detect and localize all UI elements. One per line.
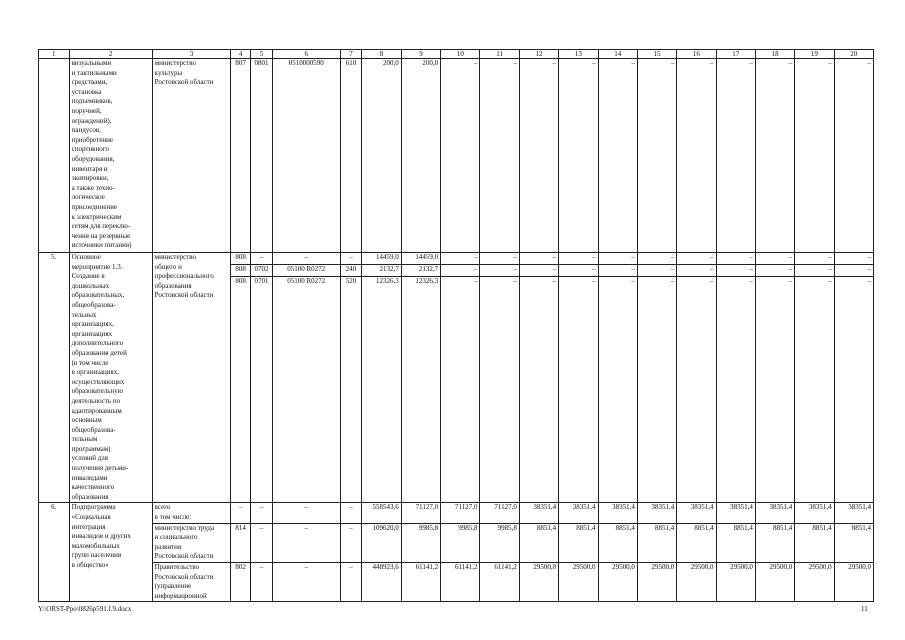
table-cell: – (755, 59, 794, 253)
column-number: 9 (401, 50, 440, 59)
table-cell: 29500,0 (519, 563, 558, 602)
executor-name: министерство труда и социального развития Ростовской области (152, 523, 231, 562)
table-cell: – (716, 277, 755, 503)
table-cell: – (441, 265, 480, 277)
table-cell: 29500,0 (637, 563, 676, 602)
table-cell: 8851,4 (834, 523, 873, 562)
table-cell: – (251, 523, 273, 562)
table-cell: – (755, 253, 794, 265)
table-cell: – (677, 277, 716, 503)
column-number: 13 (559, 50, 598, 59)
table-row (39, 563, 874, 602)
table-cell: 802 (231, 563, 251, 602)
table-cell: 38351,4 (716, 503, 755, 523)
table-cell: 0510000590 (272, 59, 340, 253)
table-cell: 808 (231, 265, 251, 277)
table-cell: – (637, 265, 676, 277)
table-cell: – (795, 265, 834, 277)
table-row (39, 503, 874, 523)
table-cell: 808 (231, 277, 251, 503)
table-cell: – (559, 253, 598, 265)
table-cell: 8851,4 (637, 523, 676, 562)
table-cell: – (480, 277, 519, 503)
table-cell: – (716, 59, 755, 253)
table-cell: – (519, 253, 558, 265)
table-cell: – (598, 277, 637, 503)
column-number-row (39, 50, 874, 59)
table-row (39, 523, 874, 562)
table-cell: 0702 (251, 265, 273, 277)
table-cell: – (795, 253, 834, 265)
table-cell: 61141,2 (441, 563, 480, 602)
column-number: 3 (152, 50, 231, 59)
table-cell: 0801 (251, 59, 273, 253)
budget-table (38, 49, 874, 602)
table-cell: 29500,0 (716, 563, 755, 602)
table-cell: 38351,4 (637, 503, 676, 523)
measure-name: Основное мероприятие 1.3. Создание в дошкольных образовательных, общеобразова- тельных организациях, организациях дополнительного образования детей (в том числе в организациях, осуществляющих образовательную деятельность по адаптированным основным общеобразова- тельным программам) условий для получения детьми- инвалидами качественного образования (69, 253, 152, 503)
table-cell: – (480, 59, 519, 253)
table-cell: – (441, 277, 480, 503)
table-cell: 38351,4 (598, 503, 637, 523)
table-cell: – (231, 503, 251, 523)
table-cell: – (677, 253, 716, 265)
executor-name: министерство общего и профессионального образования Ростовской области (152, 253, 231, 503)
table-cell: 2132,7 (362, 265, 401, 277)
table-cell: – (716, 253, 755, 265)
table-cell: 8851,4 (559, 523, 598, 562)
table-cell: – (677, 59, 716, 253)
table-cell: 29500,0 (559, 563, 598, 602)
table-cell: 9985,8 (401, 523, 440, 562)
table-cell: 8851,4 (598, 523, 637, 562)
table-cell: 71127,0 (480, 503, 519, 523)
table-cell: – (755, 277, 794, 503)
table-cell: – (559, 277, 598, 503)
table-cell: – (480, 265, 519, 277)
table-cell: – (598, 265, 637, 277)
table-cell: – (755, 265, 794, 277)
table-cell: 38351,4 (519, 503, 558, 523)
footer-page-number: 11 (861, 605, 868, 613)
table-cell: – (559, 59, 598, 253)
table-cell: – (834, 253, 873, 265)
table-cell: – (251, 253, 273, 265)
table-cell: 109620,0 (362, 523, 401, 562)
table-cell: 38351,4 (755, 503, 794, 523)
table-cell: – (637, 253, 676, 265)
executor-name: министерство культуры Ростовской области (152, 59, 231, 253)
table-cell: 61141,2 (480, 563, 519, 602)
column-number: 2 (69, 50, 152, 59)
table-cell: – (598, 253, 637, 265)
table-cell: 808 (231, 253, 251, 265)
table-cell: 05100 R0272 (272, 265, 340, 277)
column-number: 15 (637, 50, 676, 59)
table-cell: – (834, 277, 873, 503)
measure-name: визуальными и тактильными средствами, установка подъемников, поручней, ограждений), пандусов, приобретение спортивного оборудования, инвентаря и экипировки, а также техно- логическое присоединение к электрическим сетям для переклю- чения на резервные источники питания) (69, 59, 152, 253)
table-cell: 200,0 (362, 59, 401, 253)
table-cell: 29500,0 (677, 563, 716, 602)
table-cell: 29500,0 (755, 563, 794, 602)
table-cell: – (834, 59, 873, 253)
table-cell: 520 (340, 277, 362, 503)
table-cell: – (441, 59, 480, 253)
column-number: 16 (677, 50, 716, 59)
row-number (39, 59, 70, 253)
table-cell: – (272, 253, 340, 265)
table-cell: 9985,8 (441, 523, 480, 562)
table-cell: – (340, 253, 362, 265)
table-cell: 807 (231, 59, 251, 253)
table-cell: – (559, 265, 598, 277)
row-number: 5. (39, 253, 70, 503)
document-sheet (38, 49, 874, 602)
column-number: 17 (716, 50, 755, 59)
executor-name: всего в том числе: (152, 503, 231, 523)
executor-name: Правительство Ростовской области (управление информационной (152, 563, 231, 602)
column-number: 20 (834, 50, 873, 59)
table-cell: – (716, 265, 755, 277)
footer-file-path: Y:\ORST-Ppo\0826p591.f.9.docx (38, 605, 132, 613)
table-cell: 38351,4 (834, 503, 873, 523)
table-cell: 448923,6 (362, 563, 401, 602)
table-cell: 12326,3 (362, 277, 401, 503)
table-cell: 38351,4 (677, 503, 716, 523)
table-cell: 0701 (251, 277, 273, 503)
table-cell: – (272, 503, 340, 523)
table-cell: 8851,4 (795, 523, 834, 562)
table-cell: 814 (231, 523, 251, 562)
table-cell: – (272, 523, 340, 562)
table-row (39, 59, 874, 253)
table-cell: – (795, 277, 834, 503)
table-cell: 38351,4 (559, 503, 598, 523)
row-number: 6. (39, 503, 70, 602)
column-number: 5 (251, 50, 273, 59)
table-cell: 71127,0 (401, 503, 440, 523)
table-cell: 240 (340, 265, 362, 277)
table-cell: 200,0 (401, 59, 440, 253)
table-cell: – (251, 563, 273, 602)
table-cell: 8851,4 (716, 523, 755, 562)
table-cell: 71127,0 (441, 503, 480, 523)
table-cell: – (272, 563, 340, 602)
table-cell: 610 (340, 59, 362, 253)
table-cell: – (637, 277, 676, 503)
table-cell: 14459,0 (362, 253, 401, 265)
column-number: 8 (362, 50, 401, 59)
measure-name: Подпрограмма «Социальная интеграция инвалидов и других маломобильных групп населения в общество» (69, 503, 152, 602)
table-cell: – (340, 523, 362, 562)
column-number: 11 (480, 50, 519, 59)
table-cell: 61141,2 (401, 563, 440, 602)
column-number: 14 (598, 50, 637, 59)
table-cell: – (677, 265, 716, 277)
column-number: 7 (340, 50, 362, 59)
column-number: 10 (441, 50, 480, 59)
table-cell: 29500,0 (834, 563, 873, 602)
column-number: 4 (231, 50, 251, 59)
table-cell: 9985,8 (480, 523, 519, 562)
table-row (39, 253, 874, 265)
table-cell: – (251, 503, 273, 523)
table-cell: 29500,0 (598, 563, 637, 602)
table-cell: – (598, 59, 637, 253)
table-cell: 2132,7 (401, 265, 440, 277)
table-cell: 12326,3 (401, 277, 440, 503)
column-number: 1 (39, 50, 70, 59)
table-cell: 14459,0 (401, 253, 440, 265)
table-cell: – (637, 59, 676, 253)
table-cell: 29500,0 (795, 563, 834, 602)
column-number: 12 (519, 50, 558, 59)
table-cell: – (519, 59, 558, 253)
table-cell: 8851,4 (519, 523, 558, 562)
table-cell: 558543,6 (362, 503, 401, 523)
table-cell: – (519, 277, 558, 503)
table-cell: 8851,4 (677, 523, 716, 562)
table-cell: 05100 R0272 (272, 277, 340, 503)
column-number: 19 (795, 50, 834, 59)
table-cell: – (340, 503, 362, 523)
table-cell: – (441, 253, 480, 265)
table-cell: – (480, 253, 519, 265)
column-number: 18 (755, 50, 794, 59)
table-cell: 8851,4 (755, 523, 794, 562)
table-cell: 38351,4 (795, 503, 834, 523)
table-cell: – (340, 563, 362, 602)
table-cell: – (795, 59, 834, 253)
column-number: 6 (272, 50, 340, 59)
table-cell: – (519, 265, 558, 277)
table-cell: – (834, 265, 873, 277)
